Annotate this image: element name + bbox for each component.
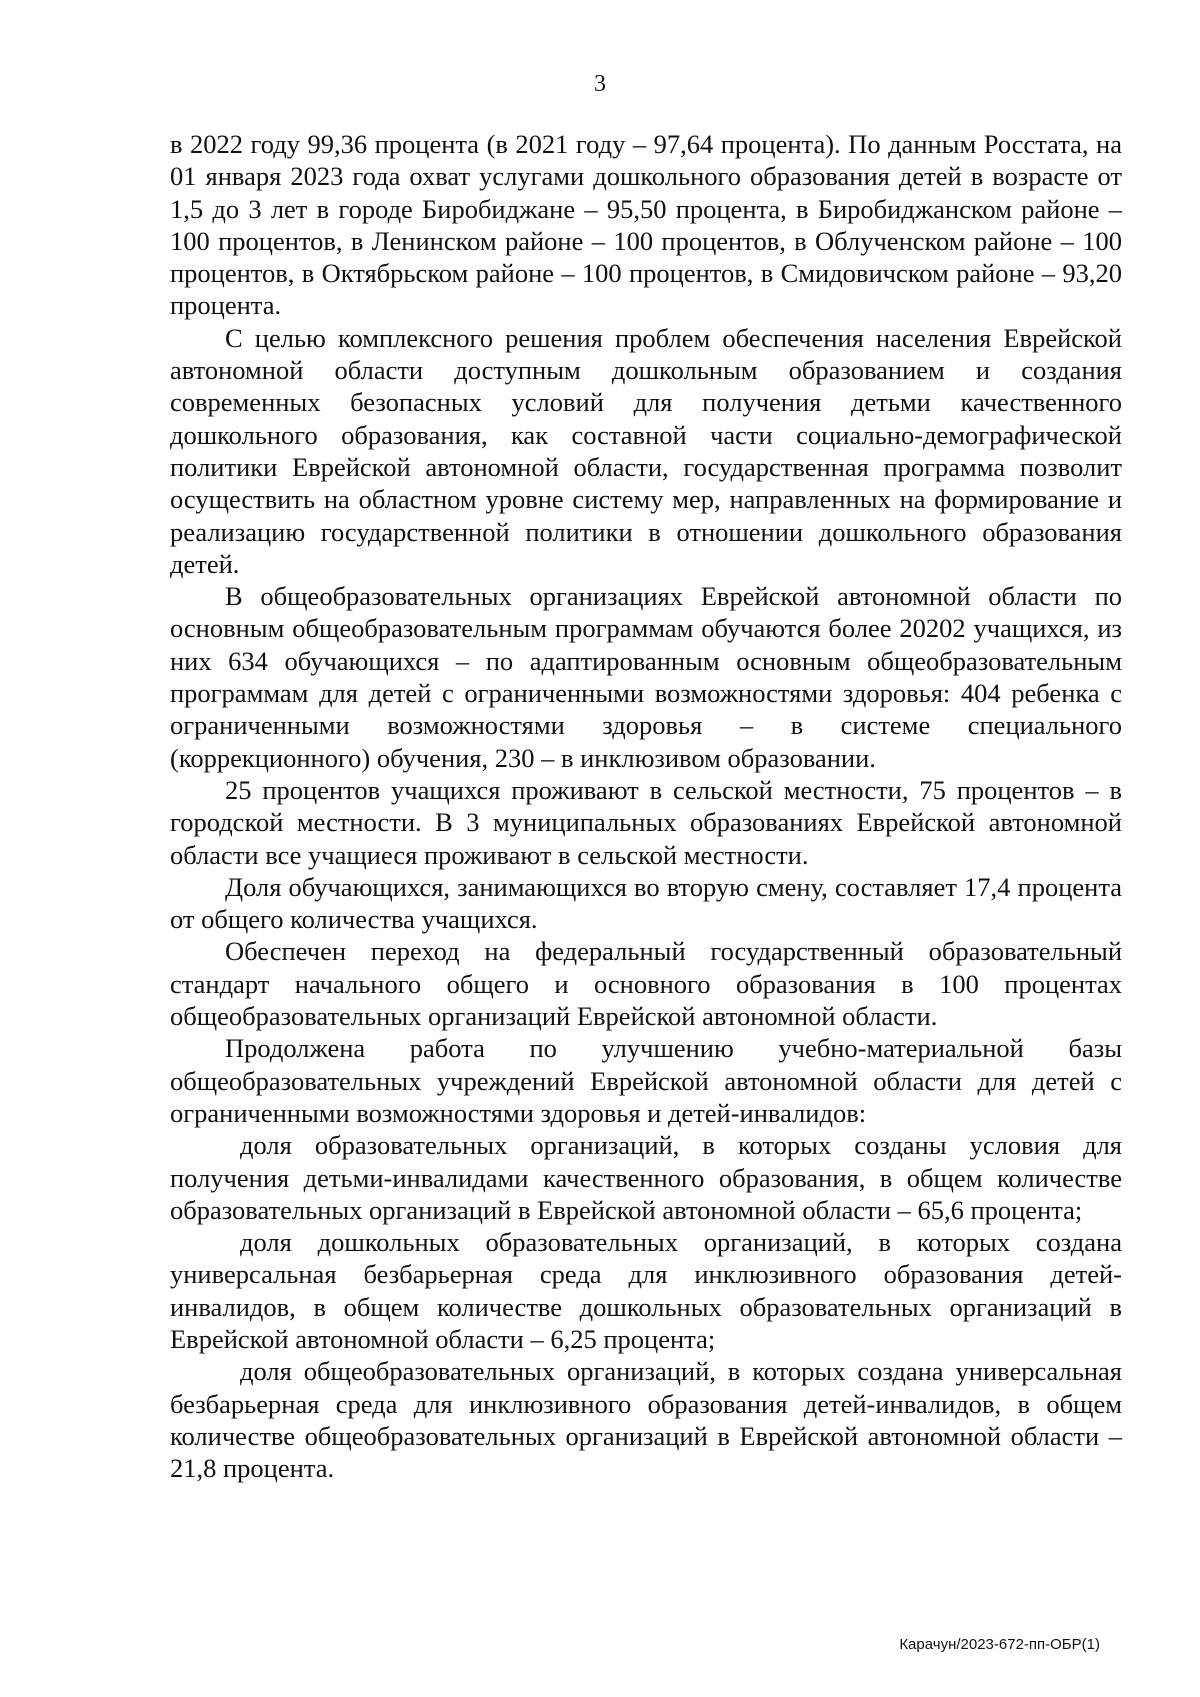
paragraph-rural-urban: 25 процентов учащихся проживают в сельской местности, 75 процентов – в городской местности. В 3 муниципальных образованиях Еврейской автономной области все учащиеся проживают в сельской местности. xyxy=(170,774,1122,870)
document-body xyxy=(170,128,1122,1484)
paragraph-fgos-transition: Обеспечен переход на федеральный государственный образовательный стандарт начального общего и основного образования в 100 процентах общеобразовательных организаций Еврейской автономной области. xyxy=(170,936,1122,1032)
paragraph-preschool-coverage: в 2022 году 99,36 процента (в 2021 году – 97,64 процента). По данным Росстата, на 01 января 2023 года охват услугами дошкольного образования детей в возрасте от 1,5 до 3 лет в городе Биробиджане – 95,50 процента, в Биробиджанском районе – 100 процентов, в Ленинском районе – 100 процентов, в Облученском районе – 100 процентов, в Октябрьском районе – 100 процентов, в Смидовичском районе – 93,20 процента. xyxy=(170,129,1122,321)
list-item-school-barrier-free: доля общеобразовательных организаций, в которых создана универсальная безбарьерная среда для инклюзивного образования детей-инвалидов, в общем количестве общеобразовательных организаций в Еврейской автономной области – 21,8 процента. xyxy=(170,1356,1122,1484)
list-item-disabled-education: доля образовательных организаций, в которых созданы условия для получения детьми-инвалидами качественного образования, в общем количестве образовательных организаций в Еврейской автономной области – 65,6 процента; xyxy=(170,1130,1122,1225)
list-item-preschool-barrier-free: доля дошкольных образовательных организаций, в которых создана универсальная безбарьерная среда для инклюзивного образования детей-инвалидов, в общем количестве дошкольных образовательных организаций в Еврейской автономной области – 6,25 процента; xyxy=(170,1227,1122,1354)
page-number: 3 xyxy=(594,71,606,97)
paragraph-material-base: Продолжена работа по улучшению учебно-материальной базы общеобразовательных учреждений Еврейской автономной области для детей с ограниченными возможностями здоровья и детей-инвалидов: xyxy=(170,1033,1122,1128)
document-code: Карачун/2023-672-пп-ОБР(1) xyxy=(899,1636,1100,1653)
paragraph-second-shift: Доля обучающихся, занимающихся во вторую смену, составляет 17,4 процента от общего количества учащихся. xyxy=(170,871,1122,935)
paragraph-students-count: В общеобразовательных организациях Еврейской автономной области по основным общеобразовательным программам обучаются более 20202 учащихся, из них 634 обучающихся – по адаптированным основным общеобразовательным программам для детей с ограниченными возможностями здоровья: 404 ребенка с ограниченными возможностями здоровья – в системе специального (коррекционного) обучения, 230 – в инклюзивом образовании. xyxy=(170,581,1122,773)
paragraph-program-goal: С целью комплексного решения проблем обеспечения населения Еврейской автономной области доступным дошкольным образованием и создания современных безопасных условий для получения детьми качественного дошкольного образования, как составной части социально-демографической политики Еврейской автономной области, государственная программа позволит осуществить на областном уровне систему мер, направленных на формирование и реализацию государственной политики в отношении дошкольного образования детей. xyxy=(170,322,1122,579)
